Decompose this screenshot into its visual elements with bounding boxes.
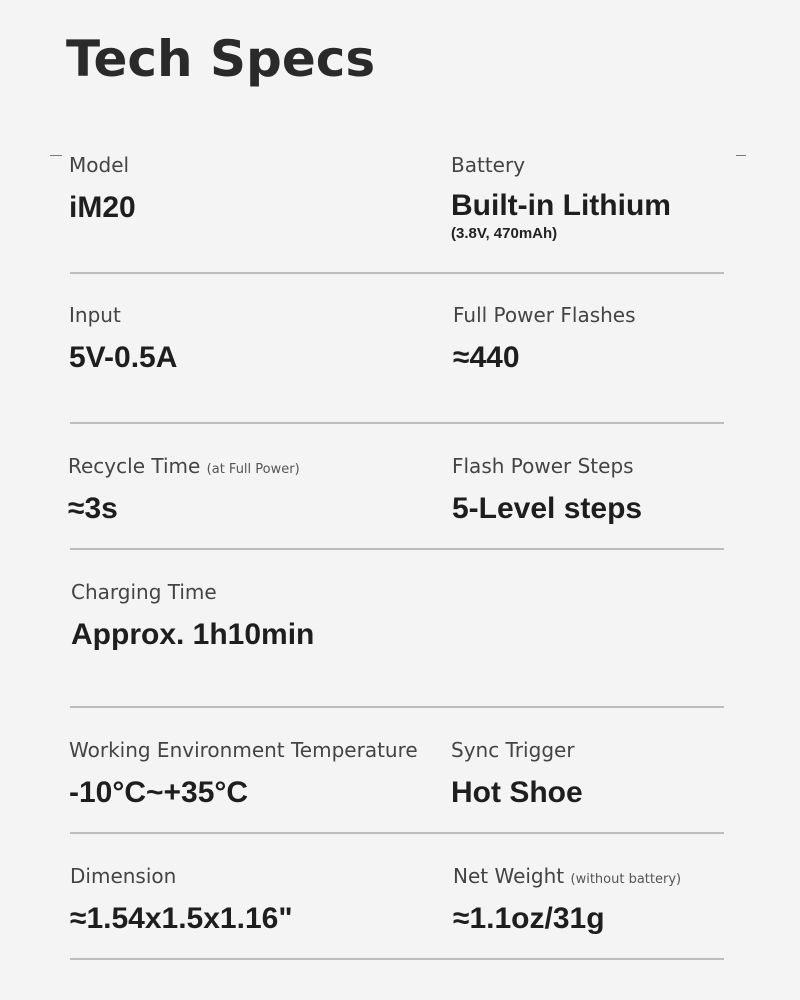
spec-value: -10°C~+35°C (69, 776, 249, 809)
spec-value: 5-Level steps (452, 492, 643, 525)
spec-label-note: (at Full Power) (206, 462, 300, 477)
spec-sync-trigger (451, 738, 583, 810)
spec-label: Full Power Flashes (453, 303, 636, 327)
spec-label: Charging Time (71, 580, 217, 604)
spec-label (453, 864, 681, 888)
spec-label: Working Environment Temperature (69, 738, 418, 762)
spec-label: Model (69, 153, 130, 177)
row-divider (70, 548, 724, 550)
spec-working-temperature (69, 738, 418, 810)
spec-battery (451, 153, 671, 242)
spec-sub-value: (3.8V, 470mAh) (451, 225, 558, 242)
spec-flash-power-steps (452, 454, 642, 526)
spec-recycle-time (68, 454, 300, 526)
row-divider (70, 422, 724, 424)
spec-net-weight (453, 864, 681, 936)
spec-dimension (70, 864, 293, 936)
row-divider (70, 272, 724, 274)
spec-value: ≈1.54x1.5x1.16" (70, 902, 293, 935)
row-divider (70, 832, 724, 834)
spec-model (69, 153, 136, 225)
spec-value: ≈3s (68, 492, 118, 525)
corner-tick-right (736, 155, 746, 156)
spec-label: Flash Power Steps (452, 454, 634, 478)
spec-value: ≈1.1oz/31g (453, 902, 605, 935)
spec-value: 5V-0.5A (69, 341, 178, 374)
row-divider (70, 706, 724, 708)
spec-label-text: Net Weight (453, 864, 565, 888)
spec-value: ≈440 (453, 341, 520, 374)
spec-label: Dimension (70, 864, 177, 888)
spec-value: Approx. 1h10min (71, 618, 315, 651)
spec-label: Input (69, 303, 121, 327)
spec-value: Hot Shoe (451, 776, 583, 809)
spec-label (68, 454, 300, 478)
row-divider (70, 958, 724, 960)
spec-value: Built-in Lithium (451, 189, 671, 222)
spec-label-note: (without battery) (570, 872, 682, 887)
spec-label: Battery (451, 153, 526, 177)
spec-label: Sync Trigger (451, 738, 575, 762)
corner-tick-left (50, 155, 62, 156)
spec-input (69, 303, 177, 375)
spec-full-power-flashes (453, 303, 636, 375)
page-title: Tech Specs (66, 30, 376, 88)
spec-label-text: Recycle Time (68, 454, 201, 478)
spec-value: iM20 (69, 191, 136, 224)
spec-charging-time (71, 580, 314, 652)
